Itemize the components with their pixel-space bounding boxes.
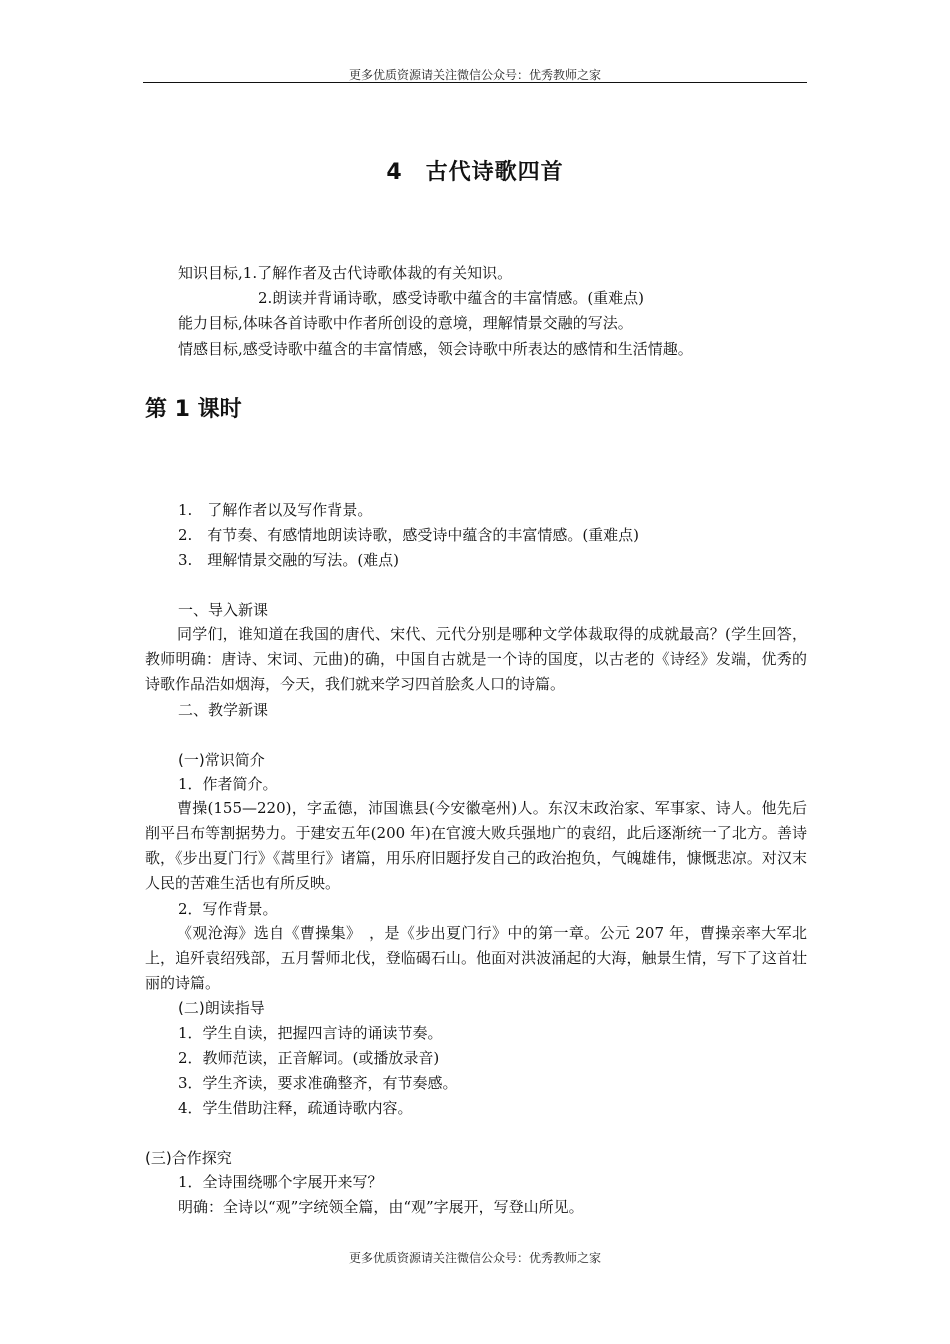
- page-title: 4 古代诗歌四首: [386, 160, 564, 185]
- background-item: 2．写作背景。: [178, 900, 278, 918]
- goal-item: 3. 理解情景交融的写法。(难点): [178, 551, 400, 569]
- reading-step: 2．教师范读，正音解词。(或播放录音): [178, 1049, 440, 1067]
- reading-step: 3．学生齐读，要求准确整齐，有节奏感。: [178, 1074, 458, 1092]
- subsection-heading-reading: (二)朗读指导: [178, 999, 265, 1017]
- goal-item: 1. 了解作者以及写作背景。: [178, 501, 373, 519]
- knowledge-objective-text-1: ,1.了解作者及古代诗歌体裁的有关知识。: [238, 264, 513, 282]
- knowledge-objective-label: 知识目标: [178, 264, 239, 282]
- emotion-objective: [178, 339, 693, 359]
- knowledge-objective-line-1: [178, 263, 512, 283]
- emotion-objective-text: ,感受诗歌中蕴含的丰富情感，领会诗歌中所表达的感情和生活情趣。: [238, 340, 693, 358]
- header-divider: [143, 82, 807, 83]
- page-footer: 更多优质资源请关注微信公众号：优秀教师之家: [348, 1251, 601, 1265]
- subsection-heading-explore: (三)合作探究: [145, 1149, 232, 1167]
- background-paragraph: 《观沧海》选自《曹操集》 ，是《步出夏门行》中的第一章。公元 207 年，曹操亲率大军北上，追歼袁绍残部，五月誓师北伐，登临碣石山。他面对洪波涌起的大海，触景生情，写下了这首壮丽的诗篇。: [145, 924, 807, 992]
- page-header: 更多优质资源请关注微信公众号：优秀教师之家: [348, 68, 601, 82]
- knowledge-objective-line-2: 2.朗读并背诵诗歌，感受诗歌中蕴含的丰富情感。(重难点): [258, 289, 645, 307]
- intro-paragraph: 同学们，谁知道在我国的唐代、宋代、元代分别是哪种文学体裁取得的成就最高？(学生回答，教师明确：唐诗、宋词、元曲)的确，中国自古就是一个诗的国度，以古老的《诗经》发端，优秀的诗歌作品浩如烟海，今天，我们就来学习四首脍炙人口的诗篇。: [145, 625, 807, 693]
- subsection-heading-basics: (一)常识简介: [178, 751, 265, 769]
- reading-step: 1．学生自读，把握四言诗的诵读节奏。: [178, 1024, 443, 1042]
- section-heading-intro: 一、导入新课: [178, 601, 269, 619]
- explore-question: 1．全诗围绕哪个字展开来写？: [178, 1173, 383, 1191]
- explore-answer: 明确：全诗以“观”字统领全篇，由“观”字展开，写登山所见。: [178, 1198, 584, 1216]
- emotion-objective-label: 情感目标: [178, 340, 239, 358]
- author-paragraph: 曹操(155—220)，字孟德，沛国谯县(今安徽亳州)人。东汉末政治家、军事家、诗人。他先后削平吕布等割据势力。于建安五年(200 年)在官渡大败兵强地广的袁绍，此后逐渐统一了北方。善诗歌，《步出夏门行》《蒿里行》诸篇，用乐府旧题抒发自己的政治抱负，气魄雄伟，慷慨悲凉。对汉末人民的苦难生活也有所反映。: [145, 799, 807, 892]
- goal-item: 2. 有节奏、有感情地朗读诗歌，感受诗中蕴含的丰富情感。(重难点): [178, 526, 640, 544]
- author-intro-item: 1．作者简介。: [178, 775, 278, 793]
- section-heading-teaching: 二、教学新课: [178, 701, 269, 719]
- reading-step: 4．学生借助注释，疏通诗歌内容。: [178, 1099, 413, 1117]
- ability-objective-label: 能力目标: [178, 314, 239, 332]
- ability-objective-text: ,体味各首诗歌中作者所创设的意境，理解情景交融的写法。: [238, 314, 633, 332]
- ability-objective: [178, 313, 633, 333]
- lesson-title: 第 1 课时: [145, 397, 242, 422]
